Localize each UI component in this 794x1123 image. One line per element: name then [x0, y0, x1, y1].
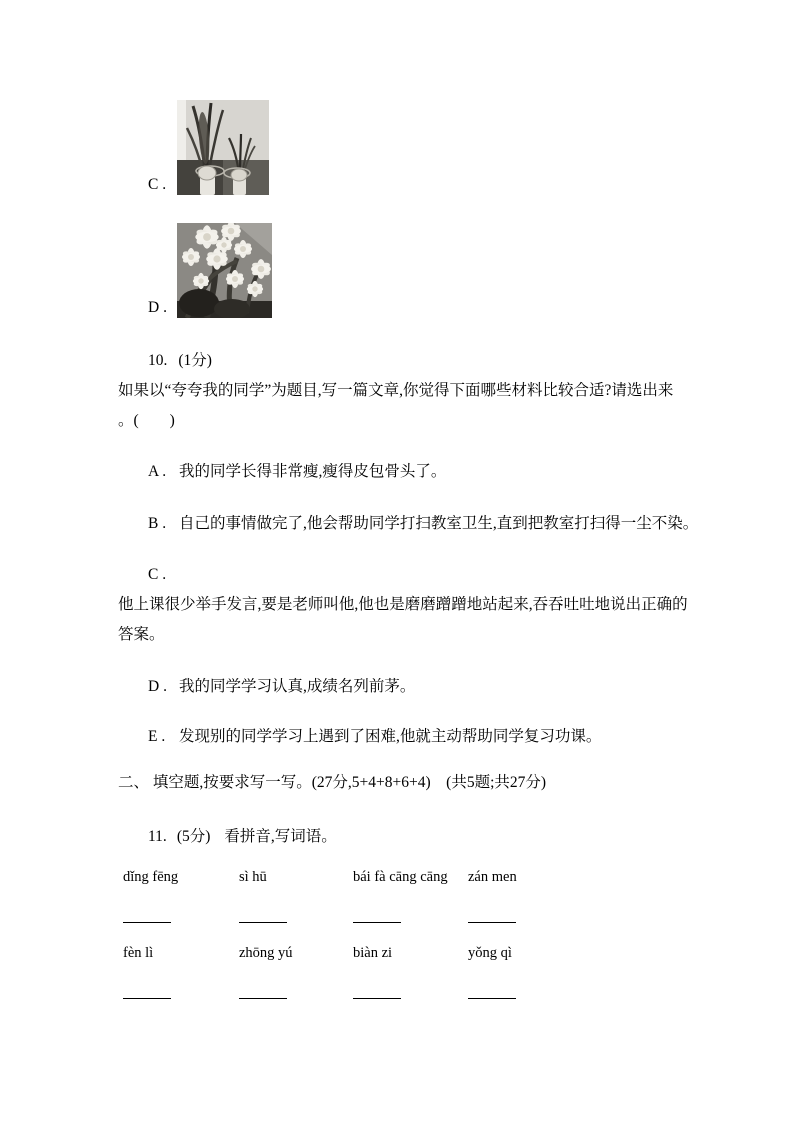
question-10-prompt-line-1: 如果以“夸夸我的同学”为题目,写一篇文章,你觉得下面哪些材料比较合适?请选出来: [118, 382, 674, 399]
pinyin-word: biàn zi: [353, 945, 393, 961]
answer-blank-cell: [239, 900, 353, 930]
pinyin-answer-grid: [123, 862, 794, 1006]
pinyin-word: zán men: [468, 869, 517, 885]
answer-blank-cell: [353, 900, 468, 930]
option-a-label: A .: [148, 463, 167, 480]
answer-blank-cell: [123, 900, 239, 930]
question-11-score: (5分): [176, 828, 211, 845]
narcissus-bulbs-photo: [177, 100, 269, 195]
question-10-number: 10.: [148, 352, 168, 369]
section-2-header: 二、 填空题,按要求写一写。(27分,5+4+8+6+4) (共5题;共27分): [118, 774, 547, 791]
answer-blank-line: [239, 900, 287, 923]
option-row-e: [148, 722, 794, 752]
pinyin-word: bái fà cāng cāng: [353, 869, 448, 885]
answer-blank-cell: [468, 976, 794, 1006]
answer-blank-line: [123, 976, 171, 999]
answer-blank-line: [353, 900, 401, 923]
answer-blank-cell: [123, 976, 239, 1006]
question-11-title: 看拼音,写词语。: [224, 828, 337, 845]
question-11-header: [148, 822, 794, 852]
option-e-text: 发现别的同学学习上遇到了困难,他就主动帮助同学复习功课。: [179, 728, 602, 745]
image-option-c: [148, 100, 794, 195]
option-c-text-line-1: 他上课很少举手发言,要是老师叫他,他也是磨磨蹭蹭地站起来,吞吞吐吐地说出正确的: [118, 596, 688, 613]
option-e-label: E .: [148, 728, 166, 745]
answer-blank-line: [123, 900, 171, 923]
answer-blank-line: [353, 976, 401, 999]
option-row-c: [148, 560, 794, 590]
answer-blank-cell: [468, 900, 794, 930]
option-b-text: 自己的事情做完了,他会帮助同学打扫教室卫生,直到把教室打扫得一尘不染。: [179, 515, 699, 532]
answer-blank-cell: [353, 976, 468, 1006]
question-10-prompt-line-2: 。( ): [118, 412, 175, 429]
pinyin-word: fèn lì: [123, 945, 154, 961]
answer-blank-line: [468, 900, 516, 923]
question-11-number: 11.: [148, 828, 167, 845]
option-row-b: [148, 509, 794, 539]
option-c-letter: C .: [148, 566, 167, 583]
option-a-text: 我的同学长得非常瘦,瘦得皮包骨头了。: [179, 463, 447, 480]
option-row-a: [148, 457, 794, 487]
question-10-score: (1分): [178, 352, 212, 369]
pinyin-word: dǐng fēng: [123, 869, 179, 885]
question-10-header: [148, 346, 794, 376]
pinyin-word: zhōng yú: [239, 945, 293, 961]
option-d-letter: D .: [148, 678, 167, 695]
pinyin-word: yǒng qì: [468, 945, 512, 961]
option-d-label: D .: [148, 299, 167, 316]
narcissus-flowers-photo: [177, 223, 272, 318]
answer-blank-line: [239, 976, 287, 999]
option-d-text: 我的同学学习认真,成绩名列前茅。: [179, 678, 416, 695]
answer-blank-cell: [239, 976, 353, 1006]
option-c-text-line-2: 答案。: [118, 626, 165, 643]
image-option-d: [148, 223, 794, 318]
answer-blank-line: [468, 976, 516, 999]
option-c-label: C .: [148, 176, 167, 193]
pinyin-word: sì hū: [239, 869, 267, 885]
option-row-d: [148, 672, 794, 702]
option-b-label: B .: [148, 515, 167, 532]
